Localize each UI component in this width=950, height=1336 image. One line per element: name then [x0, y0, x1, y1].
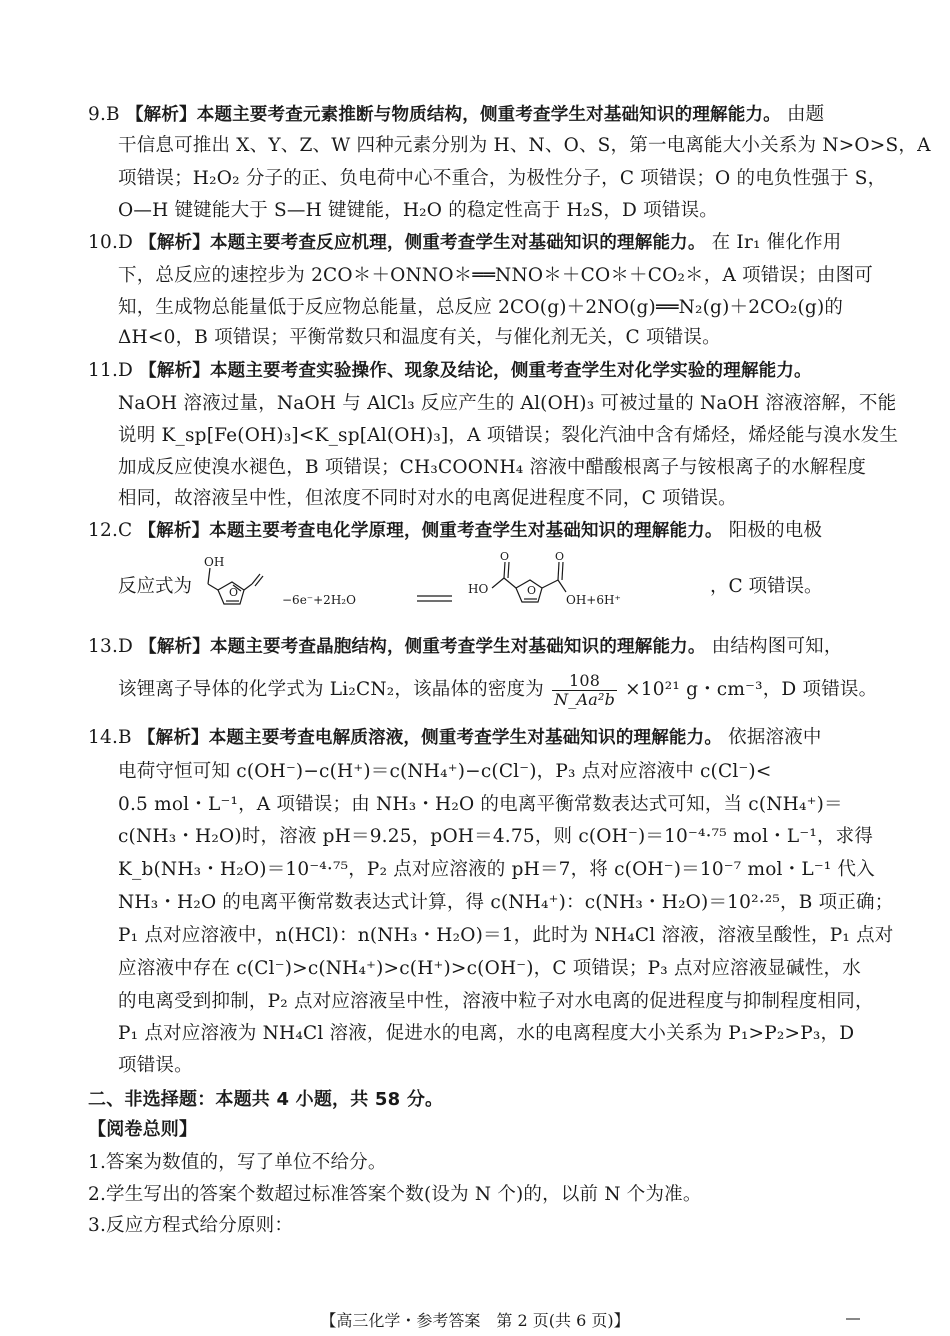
q11-line1 — [88, 356, 812, 386]
q14-line5: K_b(NH₃・H₂O)＝10⁻⁴·⁷⁵，P₂ 点对应溶液的 pH＝7，将 c(OH⁻)＝10⁻⁷ mol・L⁻¹ 代入 — [118, 859, 875, 880]
q12-number: 12.C — [88, 520, 133, 541]
q13-line2 — [118, 668, 877, 712]
q14-text: 依据溶液中 — [728, 727, 822, 748]
q12-conclusion: ，C 项错误。 — [710, 576, 823, 597]
q14-analysis-tag: 【解析】本题主要考查电解质溶液，侧重考查学生对基础知识的理解能力。 — [137, 728, 723, 748]
q9-line4: O—H 键键能大于 S—H 键键能，H₂O 的稳定性高于 H₂S，D 项错误。 — [118, 200, 718, 221]
q10-line4: ΔH<0，B 项错误；平衡常数只和温度有关，与催化剂无关，C 项错误。 — [118, 327, 721, 348]
grading-rule: 1.答案为数值的，写了单位不给分。 — [88, 1152, 387, 1173]
q14-line7: P₁ 点对应溶液中，n(HCl)：n(NH₃・H₂O)＝1，此时为 NH₄Cl 溶液，溶液呈酸性，P₁ 点对 — [118, 925, 894, 946]
equals-sign — [417, 596, 452, 601]
grading-rule: 3.反应方程式给分原则： — [88, 1215, 294, 1236]
q11-number: 11.D — [88, 360, 134, 381]
q14-number: 14.B — [88, 727, 132, 748]
fdca-oh-6h-label: OH+6H⁺ — [566, 593, 621, 607]
fdca-carbonyl-o-right: O — [555, 550, 565, 563]
density-numerator: 108 — [552, 672, 617, 691]
q14-line8: 应溶液中存在 c(Cl⁻)>c(NH₄⁺)>c(H⁺)>c(OH⁻)，C 项错误；P₃ 点对应溶液显碱性，水 — [118, 958, 861, 979]
q14-line6: NH₃・H₂O 的电离平衡常数表达式计算，得 c(NH₄⁺)：c(NH₃・H₂O)＝10²·²⁵，B 项正确； — [118, 892, 894, 913]
q9-analysis-tag: 【解析】本题主要考查元素推断与物质结构，侧重考查学生对基础知识的理解能力。 — [125, 105, 781, 125]
q11-line4: 加成反应使溴水褪色，B 项错误；CH₃COONH₄ 溶液中醋酸根离子与铵根离子的水解程度 — [118, 457, 867, 478]
q10-line1 — [88, 228, 842, 258]
q10-analysis-tag: 【解析】本题主要考查反应机理，侧重考查学生对基础知识的理解能力。 — [139, 233, 706, 253]
q9-text: 由题 — [786, 104, 825, 125]
q9-line1 — [88, 100, 824, 130]
fdca-carbonyl-o-left: O — [500, 550, 510, 563]
q9-line3: 项错误；H₂O₂ 分子的正、负电荷中心不重合，为极性分子，C 项错误；O 的电负性强于 S， — [118, 168, 887, 189]
q12-equation-label: 反应式为 — [118, 576, 193, 597]
reaction-structures-figure — [192, 548, 712, 618]
q13-analysis-tag: 【解析】本题主要考查晶胞结构，侧重考查学生对基础知识的理解能力。 — [139, 637, 706, 657]
q13-formula-text: 该锂离子导体的化学式为 Li₂CN₂，该晶体的密度为 — [118, 679, 544, 700]
q14-line4: c(NH₃・H₂O)时，溶液 pH＝9.25，pOH＝4.75，则 c(OH⁻)＝10⁻⁴·⁷⁵ mol・L⁻¹，求得 — [118, 826, 874, 847]
q12-line1 — [88, 516, 822, 546]
q10-line3: 知，生成物总能量低于反应物总能量，总反应 2CO(g)＋2NO(g)══N₂(g)＋2CO₂(g)的 — [118, 297, 844, 318]
oxidation-term: −6e⁻+2H₂O — [282, 593, 356, 607]
q11-line3: 说明 K_sp[Fe(OH)₃]<K_sp[Al(OH)₃]，A 项错误；裂化汽油中含有烯烃，烯烃能与溴水发生 — [118, 425, 899, 446]
grading-rules-title: 【阅卷总则】 — [88, 1119, 198, 1140]
q12-text: 阳极的电极 — [728, 520, 823, 541]
q14-line2: 电荷守恒可知 c(OH⁻)−c(H⁺)＝c(NH₄⁺)−c(Cl⁻)，P₃ 点对应溶液中 c(Cl⁻)< — [118, 761, 772, 782]
q9-line2: 干信息可推出 X、Y、Z、W 四种元素分别为 H、N、O、S，第一电离能大小关系为 N>O>S，A — [118, 135, 931, 156]
fdca-ring-o: O — [527, 584, 537, 597]
hmf-ring-o: O — [229, 586, 239, 599]
q11-analysis-tag: 【解析】本题主要考查实验操作、现象及结论，侧重考查学生对化学实验的理解能力。 — [139, 361, 812, 381]
q14-line10: P₁ 点对应溶液为 NH₄Cl 溶液，促进水的电离，水的电离程度大小关系为 P₁>P₂>P₃，D — [118, 1023, 855, 1044]
q13-density-unit: ×10²¹ g・cm⁻³，D 项错误。 — [625, 679, 878, 700]
q10-number: 10.D — [88, 232, 134, 253]
q13-text: 由结构图可知， — [711, 636, 843, 657]
section2-heading: 二、非选择题：本题共 4 小题，共 58 分。 — [88, 1089, 444, 1110]
q10-line2: 下，总反应的速控步为 2CO＊＋ONNO＊══NNO＊＋CO＊＋CO₂＊，A 项错误；由图可 — [118, 265, 874, 286]
q13-line1 — [88, 632, 843, 662]
corner-mark — [846, 1318, 860, 1320]
q9-number: 9.B — [88, 104, 120, 125]
density-denominator: N_Aa²b — [554, 689, 616, 709]
q12-analysis-tag: 【解析】本题主要考查电化学原理，侧重考查学生对基础知识的理解能力。 — [138, 521, 723, 541]
q14-line9: 的电离受到抑制，P₂ 点对应溶液呈中性，溶液中粒子对水电离的促进程度与抑制程度相同， — [118, 991, 874, 1012]
q14-line3: 0.5 mol・L⁻¹，A 项错误；由 NH₃・H₂O 的电离平衡常数表达式可知，当 c(NH₄⁺)＝ — [118, 794, 843, 815]
fdca-ho-label: HO — [468, 582, 489, 596]
grading-rule: 2.学生写出的答案个数超过标准答案个数(设为 N 个)的，以前 N 个为准。 — [88, 1184, 702, 1205]
q11-line5: 相同，故溶液呈中性，但浓度不同时对水的电离促进程度不同，C 项错误。 — [118, 488, 737, 509]
q14-line11: 项错误。 — [118, 1055, 193, 1076]
q10-text: 在 Ir₁ 催化作用 — [711, 232, 842, 253]
q14-line1 — [88, 723, 822, 753]
q12-electrode-equation — [118, 548, 878, 618]
q11-line2: NaOH 溶液过量，NaOH 与 AlCl₃ 反应产生的 Al(OH)₃ 可被过量的 NaOH 溶液溶解，不能 — [118, 393, 897, 414]
page-footer: 【高三化学・参考答案 第 2 页(共 6 页)】 — [320, 1311, 630, 1330]
density-fraction — [552, 672, 617, 709]
hmf-oh-label: OH — [204, 555, 225, 569]
q13-number: 13.D — [88, 636, 134, 657]
